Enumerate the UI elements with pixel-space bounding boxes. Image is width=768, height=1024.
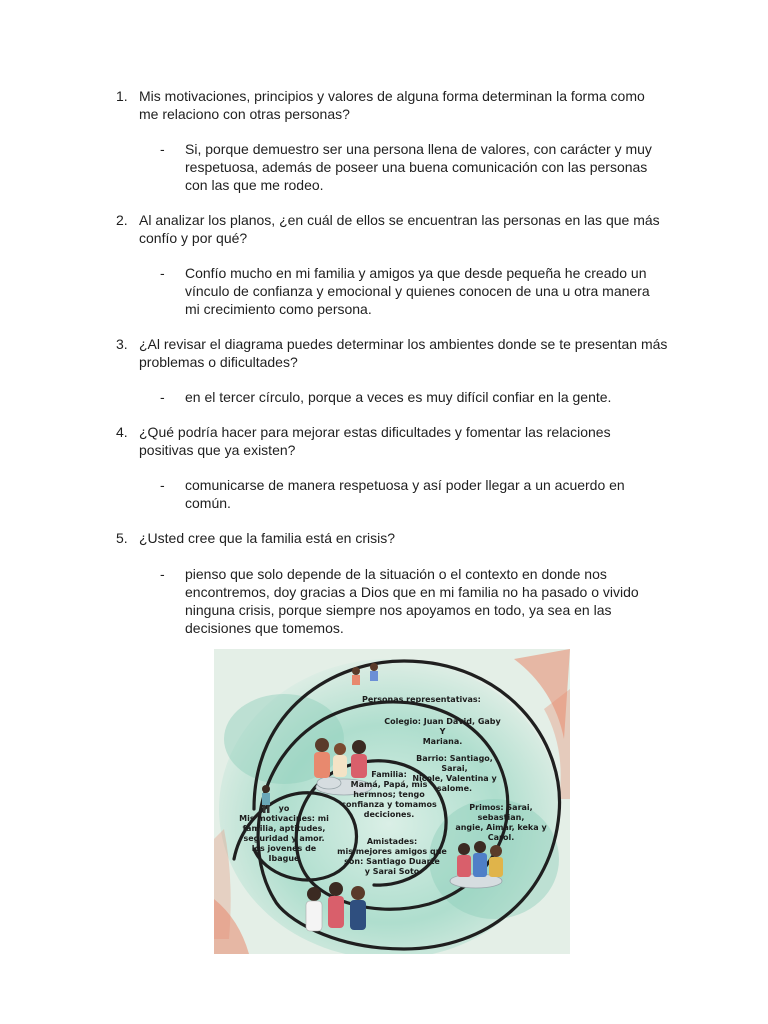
label-personas-representativas: Personas representativas:: [362, 695, 481, 704]
label-barrio: Barrio: Santiago, Sarai, Nicole, Valentina y salome.: [412, 754, 497, 793]
bullet-dash: -: [160, 566, 165, 582]
answer-text: Si, porque demuestro ser una persona llena de valores, con carácter y muy respetuosa, además de poseer una buena comunicación con las personas con las que me rodeo.: [185, 141, 652, 193]
label-familia: Familia: Mamá, Papá, mis hermnos; tengo confianza y tomamos deciciones.: [341, 770, 437, 819]
answer-text: pienso que solo depende de la situación o el contexto en donde nos encontremos, doy gracias a Dios que en mi familia no ha pasado o vivido ninguna crisis, porque siempre nos apoyamos en todo, ya sea en las decisiones que tomemos.: [185, 566, 639, 636]
question-text: ¿Qué podría hacer para mejorar estas dificultades y fomentar las relaciones positivas que ya existen?: [139, 424, 611, 458]
question-number: 4.: [116, 424, 128, 440]
answer-text: comunicarse de manera respetuosa y así poder llegar a un acuerdo en común.: [185, 477, 625, 511]
label-primos: Primos: Sarai, sebastian, angie, Aimar, keka y Carol.: [455, 803, 547, 842]
bullet-dash: -: [160, 265, 165, 281]
question-text: Mis motivaciones, principios y valores de alguna forma determinan la forma como me relaciono con otras personas?: [139, 88, 645, 122]
answer-text: Confío mucho en mi familia y amigos ya que desde pequeña he creado un vínculo de confianza y emocional y quienes conocen de una u otra manera mi crecimiento como persona.: [185, 265, 650, 317]
label-yo: yo Mis motivacines: mi familia, aptitudes, seguridad y amor. los jovenes de Ibague: [239, 804, 329, 863]
question-number: 2.: [116, 212, 128, 228]
question-text: ¿Usted cree que la familia está en crisis?: [139, 530, 395, 546]
question-number: 3.: [116, 336, 128, 352]
question-number: 5.: [116, 530, 128, 546]
relationship-spiral-diagram: [214, 649, 570, 954]
label-colegio: Colegio: Juan David, Gaby Y Mariana.: [384, 717, 501, 746]
bullet-dash: -: [160, 389, 165, 405]
bullet-dash: -: [160, 141, 165, 157]
answer-text: en el tercer círculo, porque a veces es muy difícil confiar en la gente.: [185, 389, 612, 405]
cloud-icon: [317, 777, 341, 789]
cousins-illustration: [457, 841, 503, 877]
question-text: ¿Al revisar el diagrama puedes determinar los ambientes donde se te presentan más problemas o dificultades?: [139, 336, 668, 370]
bullet-dash: -: [160, 477, 165, 493]
friends-illustration: [306, 882, 366, 931]
question-text: Al analizar los planos, ¿en cuál de ellos se encuentran las personas en las que más confío y por qué?: [139, 212, 660, 246]
question-number: 1.: [116, 88, 128, 104]
label-amistades: Amistades: mis mejores amigos que son: Santiago Duarte y Sarai Soto: [337, 837, 447, 876]
